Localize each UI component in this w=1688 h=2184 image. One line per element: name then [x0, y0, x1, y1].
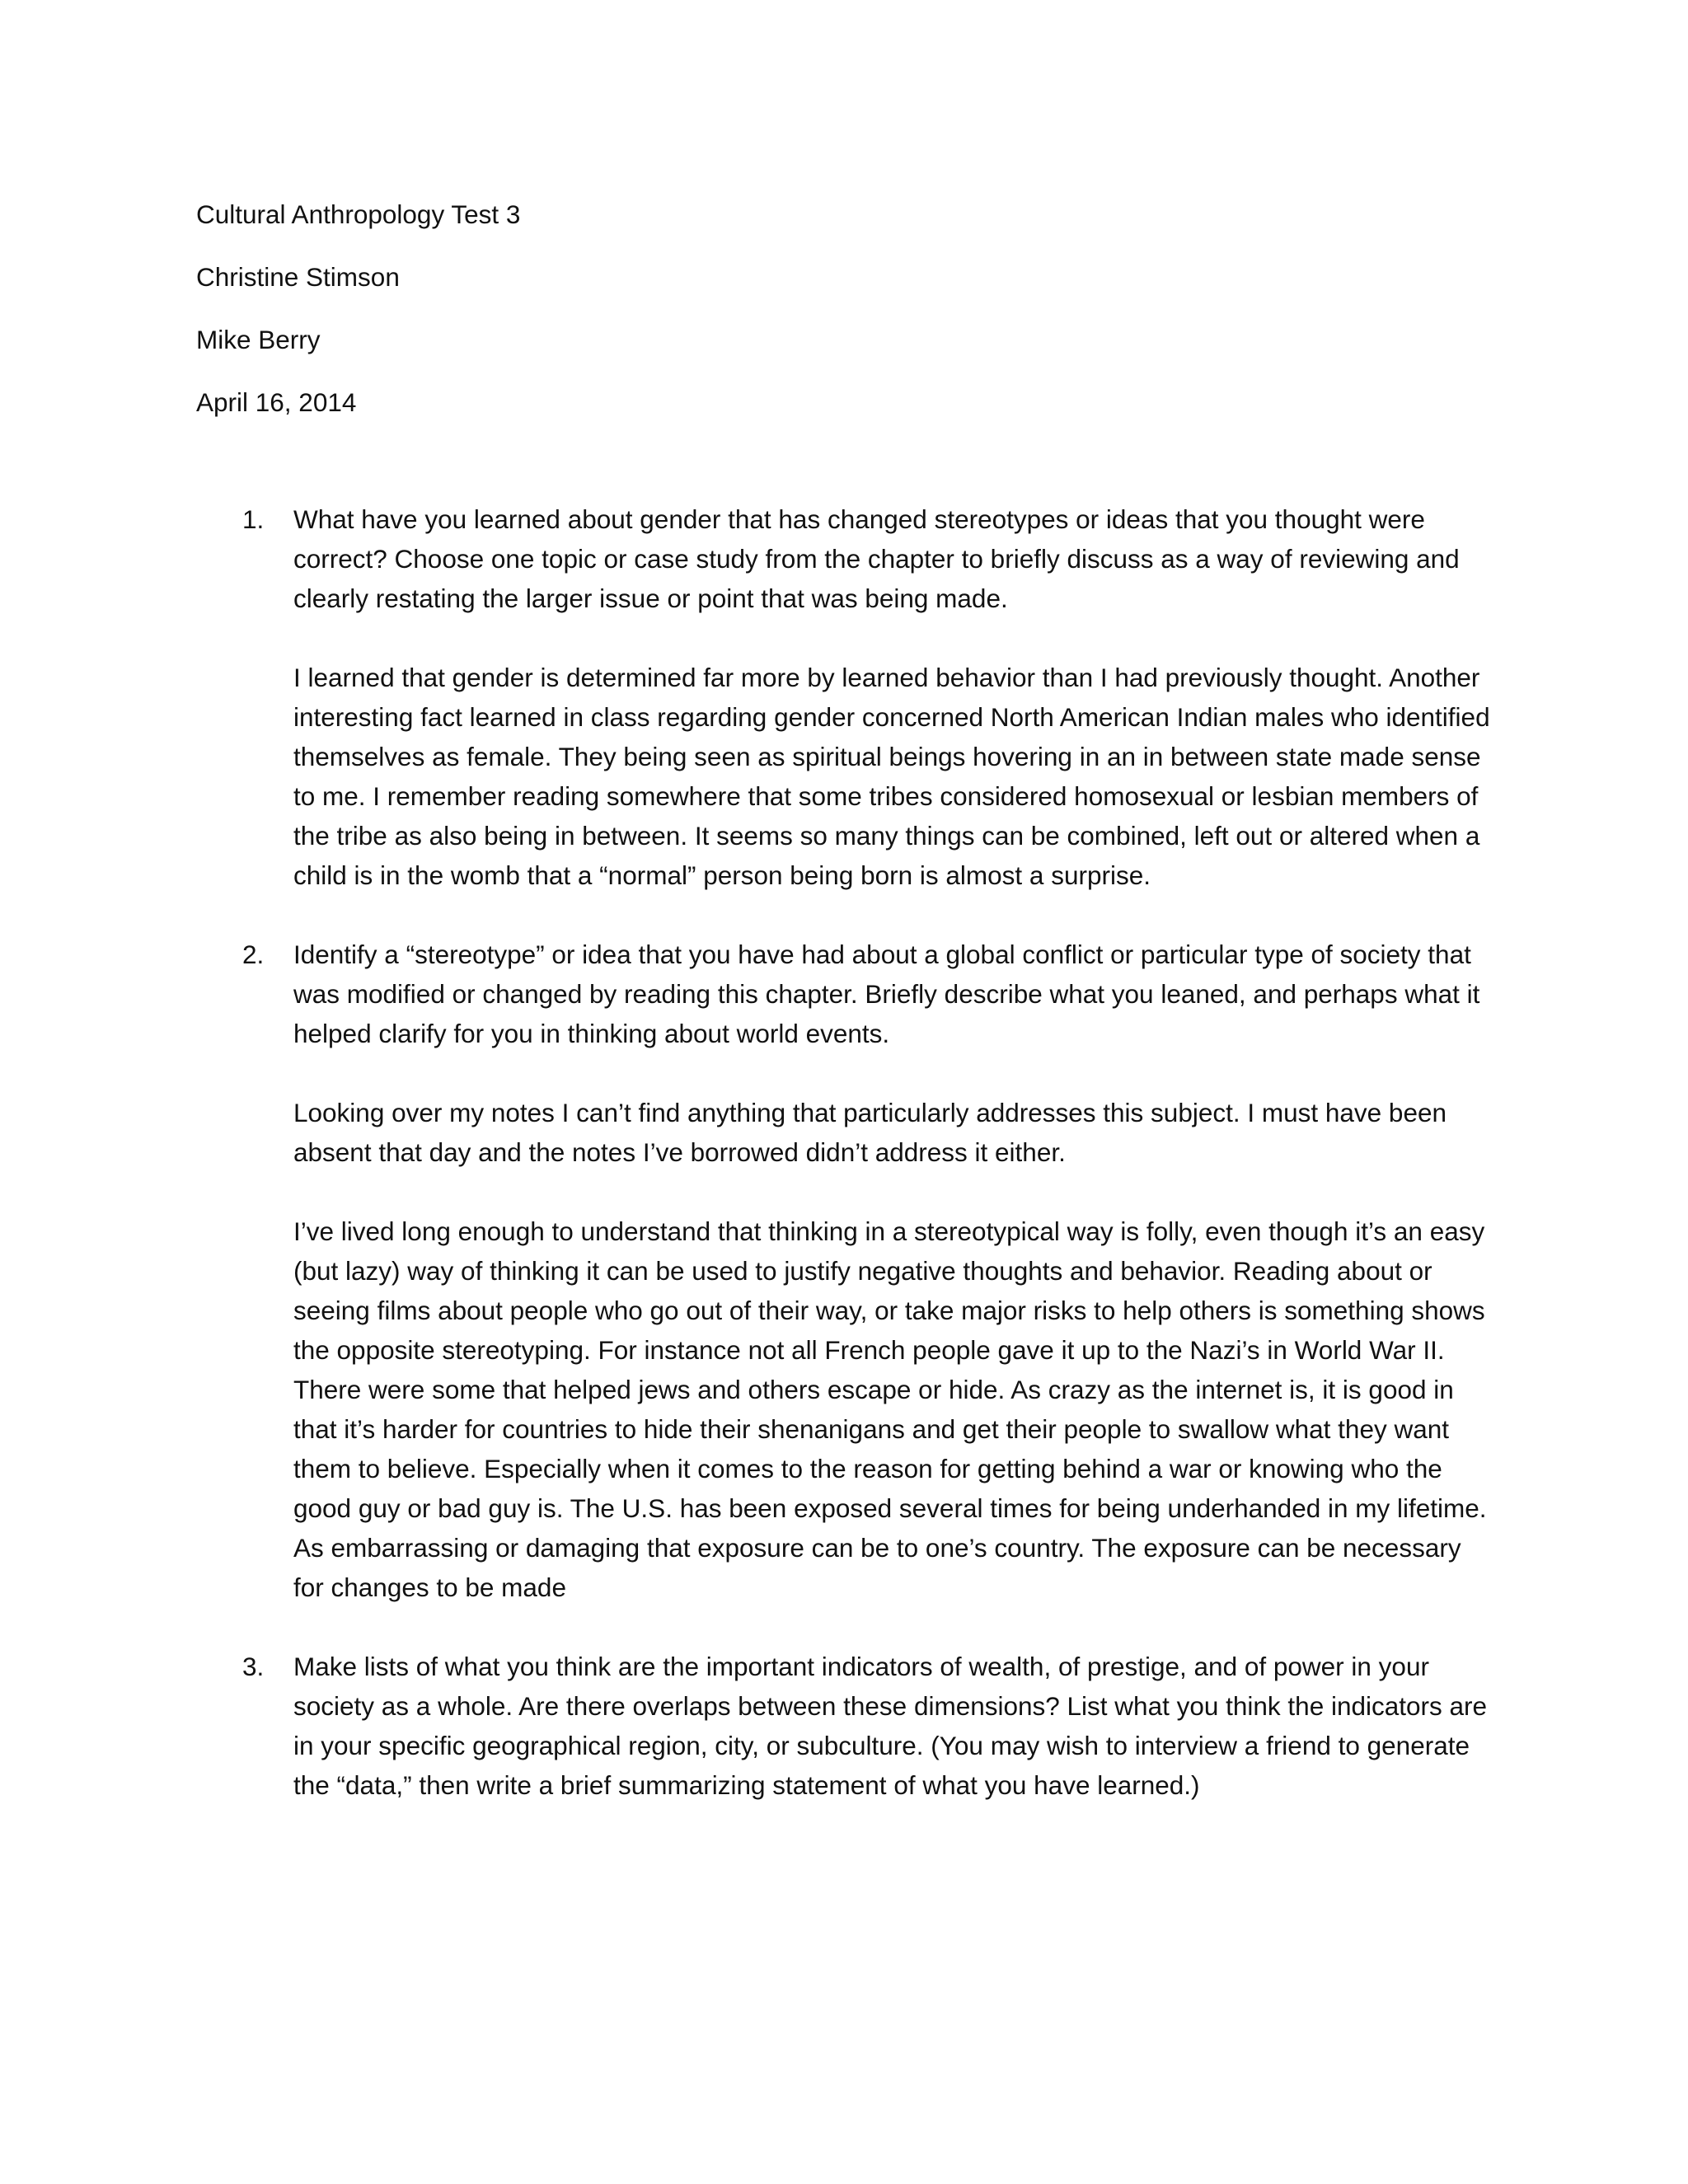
question-number: 1. — [242, 504, 265, 534]
student-name: Christine Stimson — [196, 262, 400, 292]
question-item-3 — [196, 1647, 1498, 1805]
course-title: Cultural Anthropology Test 3 — [196, 199, 521, 229]
instructor-name: Mike Berry — [196, 325, 321, 354]
answer-paragraph: Looking over my notes I can’t find anything that particularly addresses this subject. I must have been absent that day and the notes I’ve borrowed didn’t address it either. — [293, 1098, 1447, 1167]
answer-paragraph: I learned that gender is determined far more by learned behavior than I had previously thought. Another interesting fact learned in class regarding gender concerned North American Indian males who identified themselves as female. They being seen as spiritual beings hovering in an in between state made sense to me. I remember reading somewhere that some tribes considered homosexual or lesbian members of the tribe as also being in between. It seems so many things can be combined, left out or altered when a child is in the womb that a “normal” person being born is almost a surprise. — [293, 663, 1490, 890]
question-number: 3. — [242, 1652, 265, 1681]
question-text: What have you learned about gender that has changed stereotypes or ideas that you thought were correct? Choose one topic or case study from the chapter to briefly discuss as a way of reviewing and clearly restating the larger issue or point that was being made. — [293, 504, 1460, 613]
question-text: Make lists of what you think are the important indicators of wealth, of prestige, and of power in your society as a whole. Are there overlaps between these dimensions? List what you think the indicators are in your specific geographical region, city, or subculture. (You may wish to interview a friend to generate the “data,” then write a brief summarizing statement of what you have learned.) — [293, 1652, 1488, 1800]
question-item-2 — [196, 935, 1498, 1607]
answer-paragraph: I’ve lived long enough to understand that thinking in a stereotypical way is folly, even though it’s an easy (but lazy) way of thinking it can be used to justify negative thoughts and behavior. Reading about or seeing films about people who go out of their way, or take major risks to help others is something shows the opposite stereotyping. For instance not all French people gave it up to the Nazi’s in World War II. There were some that helped jews and others escape or hide. As crazy as the internet is, it is good in that it’s harder for countries to hide their shenanigans and get their people to swallow what they want them to believe. Especially when it comes to the reason for getting behind a war or knowing who the good guy or bad guy is. The U.S. has been exposed several times for being underhanded in my lifetime. As embarrassing or damaging that exposure can be to one’s country. The exposure can be necessary for changes to be made — [293, 1216, 1487, 1602]
document-header — [196, 194, 1482, 445]
question-item-1 — [196, 499, 1498, 895]
question-text: Identify a “stereotype” or idea that you have had about a global conflict or particular type of society that was modified or changed by reading this chapter. Briefly describe what you leaned, and perhaps what it helped clarify for you in thinking about world events. — [293, 940, 1480, 1048]
question-number: 2. — [242, 940, 265, 969]
document-date: April 16, 2014 — [196, 387, 357, 417]
question-list — [196, 499, 1498, 1844]
